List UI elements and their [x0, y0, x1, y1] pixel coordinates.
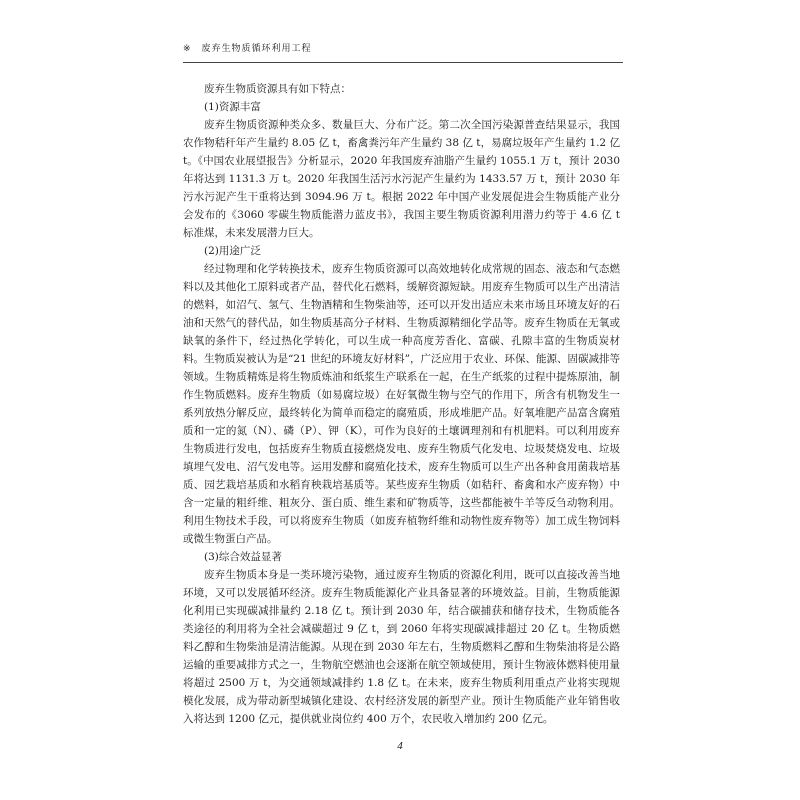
header-mark-icon: ※ — [183, 44, 192, 54]
header-rule — [183, 62, 623, 63]
subheading-wide-use: (2)用途广泛 — [204, 245, 261, 257]
paragraph-wide-use: 经过物理和化学转换技术，废弃生物质资源可以高效地转化成常规的固态、液态和气态燃料以及其他化工原料或者产品，替代化石燃料，缓解资源短缺。用废弃生物质可以生产出清洁的燃料，如沼气、氢气、生物酒精和生物柴油等，还可以开发出适应未来市场且环境友好的石油和天然气的替代品，如生物质基高分子材料、生物质源精细化学品等。废弃生物质在无氧或缺氧的条件下，经过热化学转化，可以生成一种高度芳香化、富碳、孔隙丰富的生物质炭材料。生物质炭被认为是“21 世纪的环境友好材料”，广泛应用于农业、环保、能源、固碳减排等领域。生物质精炼是将生物质炼油和纸浆生产联系在一起，在生产纸浆的过程中提炼原油，制作生物质燃料。废弃生物质（如易腐垃圾）在好氧微生物与空气的作用下，所含有机物发生一系列放热分解反应，最终转化为简单而稳定的腐殖质，形成堆肥产品。好氧堆肥产品富含腐殖质和一定的氮（N）、磷（P）、钾（K），可作为良好的土壤调理剂和有机肥料。可以利用废弃生物质进行发电，包括废弃生物质直接燃烧发电、废弃生物质气化发电、垃圾焚烧发电、垃圾填埋气发电、沼气发电等。运用发酵和腐殖化技术，废弃生物质可以生产出各种食用菌栽培基质、园艺栽培基质和水稻育秧栽培基质等。某些废弃生物质（如秸秆、畜禽和水产废弃物）中含一定量的粗纤维、粗灰分、蛋白质、维生素和矿物质等，这些都能被牛羊等反刍动物利用。利用生物技术手段，可以将废弃生物质（如废弃植物纤维和动物性废弃物等）加工成生物饲料或微生物蛋白产品。 — [183, 263, 620, 545]
intro-paragraph: 废弃生物质资源具有如下特点： — [204, 83, 351, 95]
subheading-benefits: (3)综合效益显著 — [204, 551, 282, 563]
page-number: 4 — [397, 740, 403, 752]
subheading-resource-rich: (1)资源丰富 — [204, 101, 261, 113]
paragraph-benefits: 废弃生物质本身是一类环境污染物，通过废弃生物质的资源化利用，既可以直接改善当地环境，又可以发展循环经济。废弃生物质能源化产业具备显著的环境效益。目前，生物质能源化利用已实现碳减排量约 2.18 亿 t。预计到 2030 年，结合碳捕获和储存技术，生物质能各类途径的利用将为全社会减碳超过 9 亿 t，到 2060 年将实现碳减排超过 20 亿 t。生物质燃料乙醇和生物柴油是清洁能源。从现在到 2030 年左右，生物质燃料乙醇和生物柴油将是公路运输的重要减排方式之一，生物航空燃油也会逐渐在航空领域使用，预计生物液体燃料使用量将超过 2500 万 t，为交通领域减排约 1.8 亿 t。在未来，废弃生物质利用重点产业将实现规模化发展，成为带动新型城镇化建设、农村经济发展的新型产业。预计生物质能产业年销售收入将达到 1200 亿元，提供就业岗位约 400 万个，农民收入增加约 200 亿元。 — [183, 569, 620, 725]
running-header — [183, 41, 623, 54]
page-body — [183, 80, 620, 728]
paragraph-resource-rich: 废弃生物质资源种类众多、数量巨大、分布广泛。第二次全国污染源普查结果显示，我国农作物秸秆年产生量约 8.05 亿 t，畜禽粪污年产生量约 38 亿 t，易腐垃圾年产生量约 1.2 亿 t。《中国农业展望报告》分析显示，2020 年我国废弃油脂产生量约 1055.1 万 t，预计 2030 年将达到 1131.3 万 t。2020 年我国生活污水污泥产生量约为 1433.57 万 t，预计 2030 年污水污泥产生干重将达到 3094.96 万 t。根据 2022 年中国产业发展促进会生物质能产业分会发布的《3060 零碳生物质能潜力蓝皮书》，我国主要生物质资源利用潜力约等于 4.6 亿 t 标准煤，未来发展潜力巨大。 — [183, 119, 620, 239]
running-header-title: 废弃生物质循环利用工程 — [201, 44, 312, 54]
